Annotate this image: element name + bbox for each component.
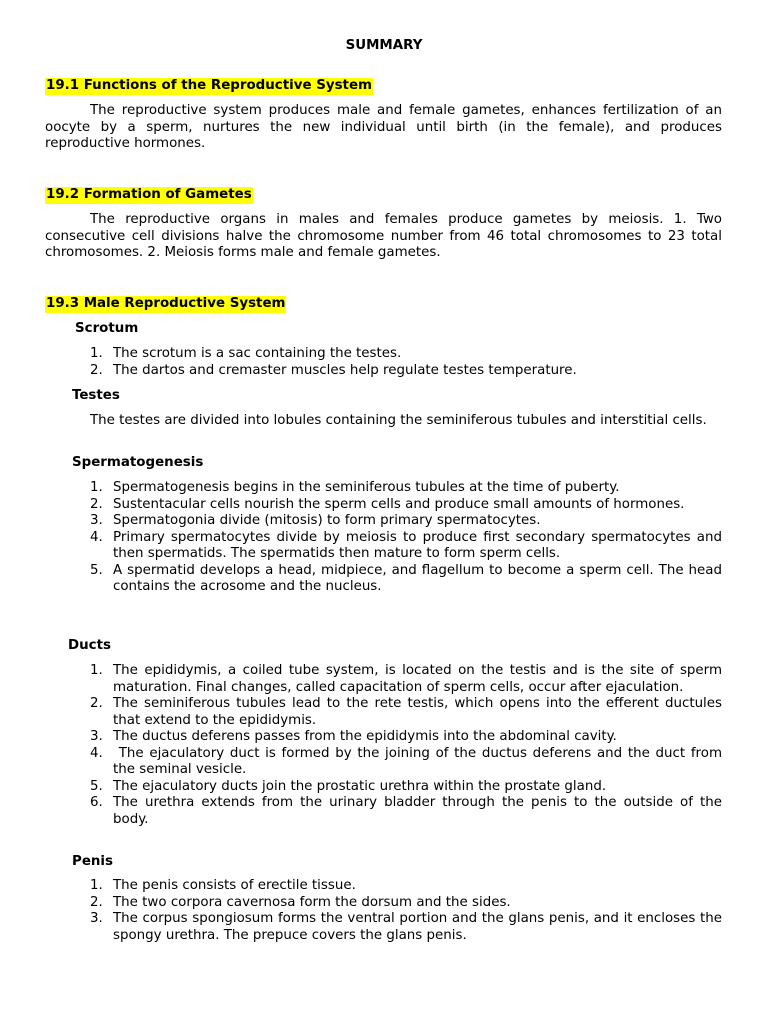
subheading-spermatogenesis: Spermatogenesis	[72, 455, 204, 470]
subheading-testes: Testes	[72, 388, 120, 403]
penis-list	[90, 878, 722, 944]
ducts-list	[90, 663, 727, 828]
list-item: 1. The penis consists of erectile tissue.	[90, 878, 356, 893]
scrotum-list	[90, 346, 722, 379]
list-item: 1. The scrotum is a sac containing the testes.	[90, 346, 402, 361]
list-item: 3. The corpus spongiosum forms the ventral portion and the glans penis, and it encloses the spongy urethra. The prepuce covers the glans penis.	[90, 911, 722, 943]
section-heading-19-3: 19.3 Male Reproductive System	[46, 296, 286, 311]
page-title: SUMMARY	[345, 38, 423, 53]
section-heading-19-1: 19.1 Functions of the Reproductive System	[46, 78, 372, 93]
subheading-ducts: Ducts	[68, 638, 111, 653]
list-item: 4. Primary spermatocytes divide by meiosis to produce first secondary spermatocytes and then spermatids. The spermatids then mature to form sperm cells.	[90, 529, 722, 561]
section-19-2-text: The reproductive organs in males and females produce gametes by meiosis. 1. Two consecutive cell divisions halve the chromosome number from 46 total chromosomes to 23 total chromosomes. 2. Meiosis forms male and female gametes.	[45, 212, 722, 260]
list-item: 5. A spermatid develops a head, midpiece, and flagellum to become a sperm cell. The head contains the acrosome and the nucleus.	[90, 562, 722, 594]
section-19-1-text: The reproductive system produces male and female gametes, enhances fertilization of an oocyte by a sperm, nurtures the new individual until birth (in the female), and produces reproductive hormones.	[45, 103, 722, 151]
spermatogenesis-list	[90, 480, 722, 596]
section-heading-19-2: 19.2 Formation of Gametes	[46, 187, 252, 202]
list-item: 2. Sustentacular cells nourish the sperm cells and produce small amounts of hormones.	[90, 496, 685, 512]
list-item: 6. The urethra extends from the urinary bladder through the penis to the outside of the body.	[90, 795, 722, 827]
list-item: 2. The two corpora cavernosa form the dorsum and the sides.	[90, 894, 511, 910]
list-item: 1. Spermatogenesis begins in the seminiferous tubules at the time of puberty.	[90, 480, 620, 495]
list-item: 5. The ejaculatory ducts join the prostatic urethra within the prostate gland.	[90, 778, 607, 794]
list-item: 2. The dartos and cremaster muscles help regulate testes temperature.	[90, 362, 577, 378]
list-item: 1. The epididymis, a coiled tube system, is located on the testis and is the site of sperm maturation. Final changes, called capacitation of sperm cells, occur after ejaculation.	[90, 663, 722, 695]
subheading-penis: Penis	[72, 854, 113, 869]
subheading-scrotum: Scrotum	[75, 321, 139, 336]
list-item: 3. Spermatogonia divide (mitosis) to form primary spermatocytes.	[90, 513, 541, 528]
list-item: 3. The ductus deferens passes from the epididymis into the abdominal cavity.	[90, 729, 617, 744]
list-item: 2. The seminiferous tubules lead to the rete testis, which opens into the efferent ductules that extend to the epididymis.	[90, 696, 722, 728]
list-item: 4. The ejaculatory duct is formed by the joining of the ductus deferens and the duct from the seminal vesicle.	[90, 745, 727, 777]
testes-text: The testes are divided into lobules containing the seminiferous tubules and interstitial cells.	[90, 413, 707, 428]
